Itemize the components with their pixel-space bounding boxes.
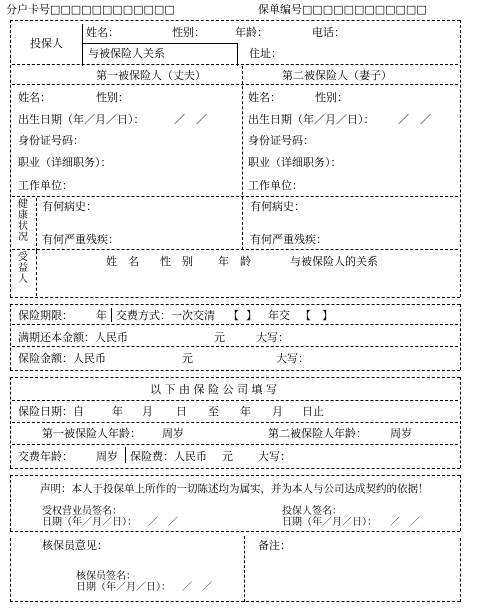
insurance-period-field[interactable]: 保险期限： bbox=[18, 309, 73, 322]
insured2-age-field[interactable]: 第二被保险人年龄： bbox=[268, 427, 367, 440]
premium-yuan-unit: 元 bbox=[222, 450, 233, 463]
insured1-disability-field[interactable]: 有何严重残疾： bbox=[42, 233, 119, 246]
declaration-text: 声明：本人于投保单上所作的一切陈述均为属实，并为本人与公司达成契约的依据！ bbox=[40, 483, 429, 495]
beneficiary-relation-header: 与被保险人的关系 bbox=[290, 255, 378, 268]
underwriter-opinion-field[interactable]: 核保员意见： bbox=[42, 539, 108, 552]
beneficiary-name-header: 姓 名 bbox=[106, 255, 139, 268]
applicant-date-slashes: ／ ／ bbox=[390, 517, 420, 528]
applicant-phone-field[interactable]: 电话： bbox=[312, 26, 345, 39]
insurance-date-label: 保险日期：自 bbox=[18, 405, 84, 418]
end-month-unit: 月 bbox=[272, 405, 283, 418]
insured1-workplace-field[interactable]: 工作单位： bbox=[18, 179, 73, 192]
maturity-yuan-unit: 元 bbox=[214, 331, 225, 344]
payment-age-field[interactable]: 交费年龄： bbox=[18, 450, 73, 463]
insured2-age-unit: 周岁 bbox=[390, 427, 412, 440]
insured1-id-field[interactable]: 身份证号码： bbox=[18, 134, 84, 147]
insured1-illness-field[interactable]: 有何病史： bbox=[42, 200, 97, 213]
health-label: 健 康 状 况 bbox=[18, 199, 28, 243]
end-day-unit: 日止 bbox=[302, 405, 324, 418]
applicant-date-field[interactable]: 日期（年／月／日）： bbox=[282, 517, 377, 528]
insured2-disability-field[interactable]: 有何严重残疾： bbox=[250, 233, 327, 246]
applicant-gender-field[interactable]: 性别： bbox=[172, 26, 205, 39]
insured1-dob-slashes: ／ ／ bbox=[174, 113, 207, 126]
beneficiary-label: 受 益 人 bbox=[18, 252, 28, 285]
policy-number: 保单编号□□□□□□□□□□□□ bbox=[258, 3, 427, 16]
agent-date-field[interactable]: 日期（年／月／日）： bbox=[42, 517, 137, 528]
payment-method-annual: 年交 bbox=[268, 309, 290, 322]
maturity-capital-field[interactable]: 大写： bbox=[256, 331, 289, 344]
end-year-unit: 年 bbox=[240, 405, 251, 418]
applicant-title: 投保人 bbox=[30, 37, 63, 50]
agent-date-slashes: ／ ／ bbox=[148, 517, 178, 528]
underwriter-date-slashes: ／ ／ bbox=[182, 582, 212, 593]
payment-method-single: 交费方式：一次交清 bbox=[116, 309, 215, 322]
payment-age-unit: 周岁 bbox=[96, 450, 118, 463]
insured2-dob-slashes: ／ ／ bbox=[398, 113, 431, 126]
beneficiary-age-header: 年 龄 bbox=[218, 255, 251, 268]
sum-insured-yuan-unit: 元 bbox=[182, 352, 193, 365]
insured1-dob-field[interactable]: 出生日期（年／月／日）： bbox=[18, 113, 145, 126]
start-day-unit: 日 bbox=[176, 405, 187, 418]
single-payment-box-open[interactable]: 【 bbox=[228, 309, 239, 322]
sum-insured-capital-field[interactable]: 大写： bbox=[276, 352, 309, 365]
company-section-title: 以 下 由 保 险 公 司 填 写 bbox=[150, 383, 277, 396]
applicant-name-field[interactable]: 姓名： bbox=[86, 26, 119, 39]
to-label: 至 bbox=[208, 405, 219, 418]
single-payment-box-close: 】 bbox=[246, 309, 257, 322]
applicant-address-field[interactable]: 住址： bbox=[249, 47, 282, 60]
account-card-number: 分户卡号□□□□□□□□□□□□ bbox=[6, 3, 175, 16]
maturity-amount-field[interactable]: 满期还本金额：人民币 bbox=[18, 331, 128, 344]
insured1-name-field[interactable]: 姓名： bbox=[18, 91, 51, 104]
annual-payment-box-close: 】 bbox=[322, 309, 333, 322]
applicant-signature-field[interactable]: 投保人签名： bbox=[282, 506, 342, 517]
beneficiary-gender-header: 性 别 bbox=[160, 255, 193, 268]
insured2-dob-field[interactable]: 出生日期（年／月／日）： bbox=[248, 113, 375, 126]
applicant-relation-field[interactable]: 与被保险人关系 bbox=[88, 47, 165, 60]
insured1-age-field[interactable]: 第一被保险人年龄： bbox=[42, 427, 141, 440]
insured1-job-field[interactable]: 职业（详细职务）： bbox=[18, 156, 112, 169]
insured1-age-unit: 周岁 bbox=[162, 427, 184, 440]
insured2-id-field[interactable]: 身份证号码： bbox=[248, 134, 314, 147]
applicant-age-field[interactable]: 年龄： bbox=[235, 26, 268, 39]
insured2-workplace-field[interactable]: 工作单位： bbox=[248, 179, 303, 192]
period-year-unit: 年 bbox=[96, 309, 107, 322]
insured1-title: 第一被保险人（丈夫） bbox=[96, 69, 206, 82]
underwriter-signature-field[interactable]: 核保员签名： bbox=[76, 571, 136, 582]
agent-signature-field[interactable]: 受权营业员签名： bbox=[42, 506, 122, 517]
annual-payment-box-open[interactable]: 【 bbox=[300, 309, 311, 322]
insured2-title: 第二被保险人（妻子） bbox=[282, 69, 392, 82]
start-month-unit: 月 bbox=[142, 405, 153, 418]
premium-capital-field[interactable]: 大写： bbox=[258, 450, 291, 463]
insured2-illness-field[interactable]: 有何病史： bbox=[250, 200, 305, 213]
remarks-field[interactable]: 备注： bbox=[258, 539, 291, 552]
premium-field[interactable]: 保险费：人民币 bbox=[130, 450, 207, 463]
insured2-name-field[interactable]: 姓名： bbox=[248, 91, 281, 104]
start-year-unit: 年 bbox=[112, 405, 123, 418]
insured1-gender-field[interactable]: 性别： bbox=[96, 91, 129, 104]
insured2-gender-field[interactable]: 性别： bbox=[315, 91, 348, 104]
underwriter-date-field[interactable]: 日期（年／月／日）： bbox=[76, 582, 171, 593]
sum-insured-field[interactable]: 保险金额：人民币 bbox=[18, 352, 106, 365]
insured2-job-field[interactable]: 职业（详细职务）： bbox=[248, 156, 342, 169]
